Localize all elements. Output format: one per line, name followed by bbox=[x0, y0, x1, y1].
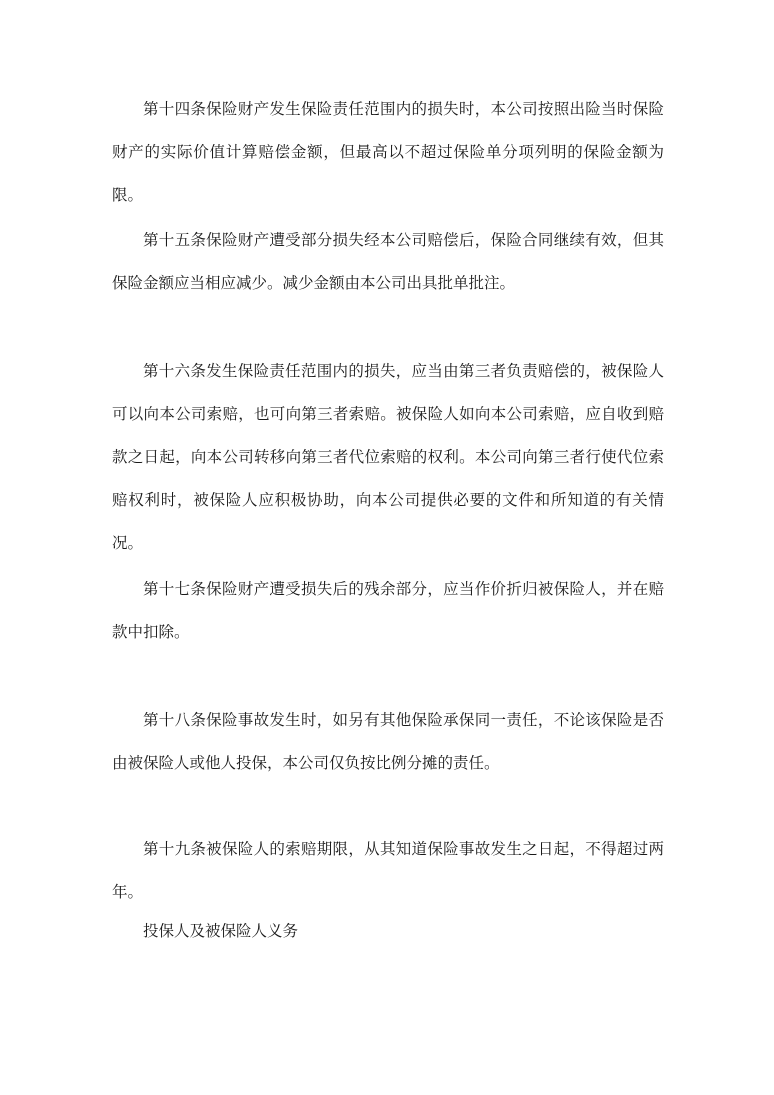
article-19-paragraph: 第十九条被保险人的索赔期限，从其知道保险事故发生之日起，不得超过两年。 bbox=[112, 840, 664, 901]
article-17-paragraph: 第十七条保险财产遭受损失后的残余部分，应当作价折归被保险人，并在赔款中扣除。 bbox=[112, 580, 664, 641]
section-heading: 投保人及被保险人义务 bbox=[143, 922, 299, 940]
article-15-paragraph: 第十五条保险财产遭受部分损失经本公司赔偿后，保险合同继续有效，但其保险金额应当相应减少。减少金额由本公司出具批单批注。 bbox=[112, 231, 664, 292]
article-16-paragraph: 第十六条发生保险责任范围内的损失，应当由第三者负责赔偿的，被保险人可以向本公司索赔，也可向第三者索赔。被保险人如向本公司索赔，应自收到赔款之日起，向本公司转移向第三者代位索赔的权利。本公司向第三者行使代位索赔权利时，被保险人应积极协助，向本公司提供必要的文件和所知道的有关情况。 bbox=[112, 362, 664, 552]
article-18-paragraph: 第十八条保险事故发生时，如另有其他保险承保同一责任，不论该保险是否由被保险人或他人投保，本公司仅负按比例分摊的责任。 bbox=[112, 711, 664, 772]
article-14-paragraph: 第十四条保险财产发生保险责任范围内的损失时，本公司按照出险当时保险财产的实际价值计算赔偿金额，但最高以不超过保险单分项列明的保险金额为限。 bbox=[112, 100, 664, 204]
